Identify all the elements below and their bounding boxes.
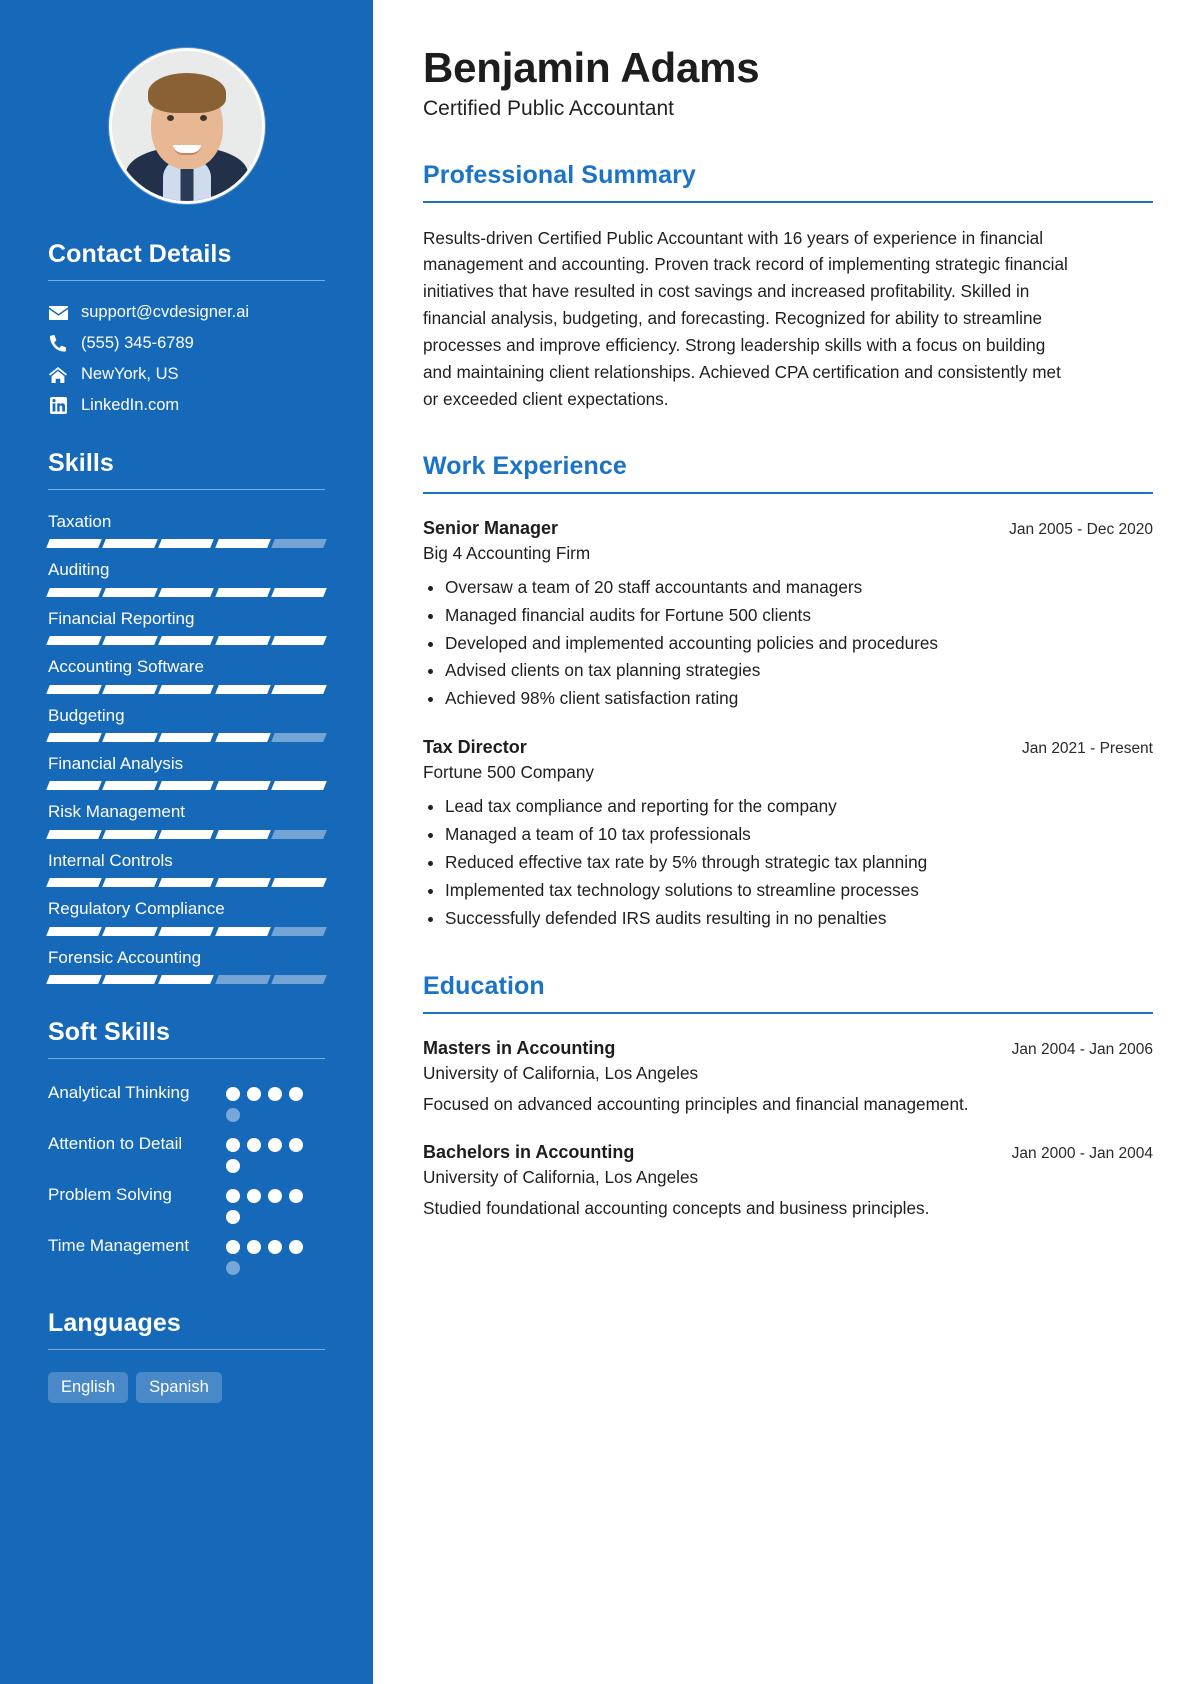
skill-level-bar [48, 878, 325, 887]
skill-segment [46, 588, 102, 597]
education-divider [423, 1012, 1153, 1014]
contact-location-text: NewYork, US [81, 365, 179, 383]
skill-level-bar [48, 636, 325, 645]
soft-skill-label: Time Management [48, 1235, 190, 1255]
work-entry-organization: Big 4 Accounting Firm [423, 542, 591, 563]
skill-label: Budgeting [48, 705, 125, 725]
contact-details-heading: Contact Details [48, 240, 232, 268]
skill-item [48, 609, 325, 645]
skill-item [48, 802, 325, 838]
skill-segment [102, 539, 158, 548]
avatar [109, 48, 265, 204]
skill-segment [46, 685, 102, 694]
education-entry [423, 1142, 1153, 1222]
contact-item-location[interactable] [48, 365, 325, 384]
skill-segment [102, 975, 158, 984]
skill-segment [215, 636, 271, 645]
skill-item [48, 512, 325, 548]
soft-skill-dot [226, 1240, 240, 1254]
education-entry-title: Bachelors in Accounting [423, 1141, 635, 1162]
sidebar [0, 0, 373, 1684]
soft-skill-dot [226, 1159, 240, 1173]
skill-segment [46, 975, 102, 984]
skill-level-bar [48, 588, 325, 597]
skill-segment [271, 975, 327, 984]
work-entry-organization: Fortune 500 Company [423, 762, 595, 783]
skill-level-bar [48, 685, 325, 694]
page-title: Benjamin Adams [423, 44, 760, 91]
skill-segment [159, 878, 215, 887]
skill-label: Financial Reporting [48, 608, 195, 628]
contact-details-section [48, 240, 325, 415]
soft-skill-item [48, 1234, 325, 1275]
soft-skill-item [48, 1081, 325, 1122]
skill-segment [271, 588, 327, 597]
soft-skill-dot [226, 1108, 240, 1122]
work-entry-date: Jan 2021 - Present [1022, 740, 1153, 758]
soft-skill-item [48, 1132, 325, 1173]
skill-segment [102, 830, 158, 839]
skill-level-bar [48, 927, 325, 936]
skill-level-bar [48, 539, 325, 548]
skills-divider [48, 489, 325, 490]
soft-skill-label: Analytical Thinking [48, 1082, 190, 1102]
soft-skill-dot [226, 1210, 240, 1224]
work-experience-list [423, 518, 1153, 933]
skill-item [48, 754, 325, 790]
skills-heading: Skills [48, 449, 114, 477]
contact-item-linkedin[interactable] [48, 396, 325, 415]
professional-summary-divider [423, 201, 1153, 203]
skill-item [48, 851, 325, 887]
envelope-icon [48, 306, 68, 320]
soft-skills-heading: Soft Skills [48, 1017, 170, 1046]
soft-skill-label: Attention to Detail [48, 1133, 183, 1153]
education-entry-description: Focused on advanced accounting principles and financial management. [423, 1093, 969, 1114]
skill-segment [159, 830, 215, 839]
skill-level-bar [48, 830, 325, 839]
soft-skill-label: Problem Solving [48, 1184, 172, 1204]
language-chip[interactable]: English [48, 1372, 128, 1403]
contact-item-phone[interactable] [48, 334, 325, 353]
work-bullet: • Successfully defended IRS audits resulting in no penalties [445, 905, 1153, 933]
education-entry-institution: University of California, Los Angeles [423, 1166, 699, 1187]
soft-skill-dot [247, 1138, 261, 1152]
skill-label: Accounting Software [48, 657, 204, 677]
work-bullet: • Reduced effective tax rate by 5% through strategic tax planning [445, 849, 1153, 877]
work-experience-divider [423, 492, 1153, 494]
soft-skill-dot [247, 1189, 261, 1203]
work-bullet: • Advised clients on tax planning strategies [445, 657, 1153, 685]
skill-segment [271, 733, 327, 742]
education-entry-header [423, 1038, 1153, 1059]
skill-item [48, 560, 325, 596]
skill-label: Regulatory Compliance [48, 899, 225, 919]
skill-segment [215, 830, 271, 839]
soft-skills-section [48, 1018, 325, 1275]
skill-segment [271, 781, 327, 790]
skill-segment [102, 781, 158, 790]
work-bullet: • Managed financial audits for Fortune 500 clients [445, 602, 1153, 630]
soft-skill-dot [289, 1240, 303, 1254]
skill-segment [159, 781, 215, 790]
skill-segment [46, 636, 102, 645]
work-experience-heading: Work Experience [423, 452, 627, 481]
skill-segment [215, 927, 271, 936]
skill-segment [46, 830, 102, 839]
skill-label: Financial Analysis [48, 753, 184, 773]
soft-skills-list [48, 1081, 325, 1275]
skill-segment [159, 975, 215, 984]
job-role-subtitle: Certified Public Accountant [423, 97, 674, 121]
soft-skills-divider [48, 1058, 325, 1059]
languages-heading: Languages [48, 1308, 181, 1337]
education-entry-title: Masters in Accounting [423, 1037, 616, 1058]
soft-skill-dot [226, 1261, 240, 1275]
work-entry-bullets [445, 793, 1153, 932]
soft-skill-dot [289, 1189, 303, 1203]
soft-skill-dot [226, 1138, 240, 1152]
work-entry-header [423, 518, 1153, 539]
skill-segment [46, 539, 102, 548]
skill-level-bar [48, 733, 325, 742]
skill-segment [215, 975, 271, 984]
skill-segment [159, 733, 215, 742]
avatar-container [48, 48, 325, 204]
skill-segment [271, 539, 327, 548]
skill-segment [159, 927, 215, 936]
work-bullet: • Implemented tax technology solutions to streamline processes [445, 877, 1153, 905]
main-content [373, 0, 1200, 1684]
work-entry-title: Senior Manager [423, 517, 559, 538]
skill-segment [102, 733, 158, 742]
professional-summary-text: Results-driven Certified Public Accountant with 16 years of experience in financial management and accounting. Proven track record of implementing strategic financial initiatives that have resulted in cost savings and increased profitability. Skilled in financial analysis, budgeting, and forecasting. Recognized for ability to streamline processes and improve efficiency. Strong leadership skills with a focus on building and maintaining client relationships. Achieved CPA certification and consistently met or exceeded client expectations. [423, 227, 1068, 409]
soft-skill-rating [226, 1234, 310, 1275]
work-entry-bullets [445, 574, 1153, 713]
education-heading: Education [423, 972, 545, 1001]
phone-icon [48, 335, 68, 352]
skill-item [48, 706, 325, 742]
skill-label: Internal Controls [48, 850, 173, 870]
soft-skill-item [48, 1183, 325, 1224]
skill-segment [215, 539, 271, 548]
soft-skill-dot [247, 1240, 261, 1254]
skill-label: Forensic Accounting [48, 947, 202, 967]
soft-skill-dot [289, 1138, 303, 1152]
contact-list [48, 303, 325, 415]
linkedin-icon [48, 397, 68, 414]
skill-segment [271, 830, 327, 839]
soft-skill-rating [226, 1132, 310, 1173]
language-chip[interactable]: Spanish [136, 1372, 222, 1403]
skill-segment [271, 685, 327, 694]
skill-segment [215, 878, 271, 887]
education-entry-date: Jan 2004 - Jan 2006 [1011, 1040, 1153, 1058]
skill-item [48, 948, 325, 984]
education-entry-header [423, 1142, 1153, 1163]
work-entry-date: Jan 2005 - Dec 2020 [1009, 520, 1153, 538]
skill-segment [159, 636, 215, 645]
education-entry [423, 1038, 1153, 1118]
skill-item [48, 899, 325, 935]
skill-segment [159, 539, 215, 548]
skill-segment [159, 588, 215, 597]
skill-label: Auditing [48, 560, 110, 580]
skills-section [48, 449, 325, 984]
work-bullet: • Managed a team of 10 tax professionals [445, 821, 1153, 849]
professional-summary-section [423, 161, 1153, 412]
skill-segment [159, 685, 215, 694]
education-section [423, 972, 1153, 1221]
soft-skill-dot [268, 1189, 282, 1203]
skill-segment [46, 927, 102, 936]
skill-segment [215, 588, 271, 597]
contact-item-email[interactable] [48, 303, 325, 322]
skill-segment [102, 685, 158, 694]
education-entry-institution: University of California, Los Angeles [423, 1062, 699, 1083]
skill-segment [271, 878, 327, 887]
professional-summary-heading: Professional Summary [423, 161, 696, 190]
skill-level-bar [48, 975, 325, 984]
work-bullet: • Developed and implemented accounting policies and procedures [445, 630, 1153, 658]
contact-phone-text: (555) 345-6789 [81, 334, 194, 352]
work-entry [423, 737, 1153, 932]
languages-section [48, 1309, 325, 1403]
skill-label: Taxation [48, 512, 112, 531]
skill-segment [102, 636, 158, 645]
skill-segment [46, 781, 102, 790]
soft-skill-dot [268, 1087, 282, 1101]
skill-segment [46, 878, 102, 887]
soft-skill-dot [226, 1087, 240, 1101]
home-icon [48, 367, 68, 383]
soft-skill-dot [268, 1138, 282, 1152]
soft-skill-dot [268, 1240, 282, 1254]
skill-segment [215, 685, 271, 694]
work-experience-section [423, 452, 1153, 932]
education-entry-description: Studied foundational accounting concepts and business principles. [423, 1197, 930, 1218]
skill-segment [215, 733, 271, 742]
skill-level-bar [48, 781, 325, 790]
soft-skill-rating [226, 1081, 310, 1122]
work-entry-header [423, 737, 1153, 758]
skill-segment [102, 878, 158, 887]
work-entry [423, 518, 1153, 713]
skill-segment [271, 927, 327, 936]
education-list [423, 1038, 1153, 1222]
skill-label: Risk Management [48, 802, 186, 822]
skill-segment [102, 927, 158, 936]
soft-skill-dot [247, 1087, 261, 1101]
skill-segment [102, 588, 158, 597]
education-entry-date: Jan 2000 - Jan 2004 [1011, 1144, 1153, 1162]
soft-skill-dot [289, 1087, 303, 1101]
contact-linkedin-text: LinkedIn.com [81, 396, 180, 414]
work-bullet: • Lead tax compliance and reporting for the company [445, 793, 1153, 821]
skills-list [48, 512, 325, 984]
skill-segment [215, 781, 271, 790]
contact-email-text: support@cvdesigner.ai [81, 303, 250, 321]
skill-segment [271, 636, 327, 645]
skill-item [48, 657, 325, 693]
work-bullet: • Oversaw a team of 20 staff accountants and managers [445, 574, 1153, 602]
soft-skill-dot [226, 1189, 240, 1203]
languages-list [48, 1372, 325, 1403]
work-bullet: • Achieved 98% client satisfaction rating [445, 685, 1153, 713]
work-entry-title: Tax Director [423, 737, 527, 758]
skill-segment [46, 733, 102, 742]
soft-skill-rating [226, 1183, 310, 1224]
contact-divider [48, 280, 325, 281]
languages-divider [48, 1349, 325, 1350]
